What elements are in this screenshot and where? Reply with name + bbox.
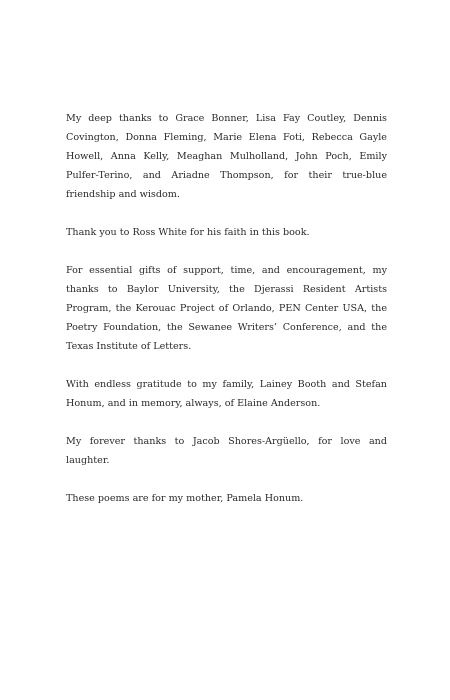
acknowledgment-paragraph-editor: Thank you to Ross White for his faith in this book. — [66, 227, 310, 238]
acknowledgment-paragraph-family: With endless gratitude to my family, Lainey Booth and Stefan Honum, and in memory, always, of Elaine Anderson. — [66, 379, 387, 409]
acknowledgment-paragraph-institutions: For essential gifts of support, time, and encouragement, my thanks to Baylor University, the Djerassi Resident Artists Program, the Kerouac Project of Orlando, PEN Center USA, the Poetry Foundation, the Sewanee Writers’ Conference, and the Texas Institute of Letters. — [66, 265, 387, 352]
acknowledgment-paragraph-partner: My forever thanks to Jacob Shores-Argüello, for love and laughter. — [66, 436, 387, 466]
acknowledgments-text — [66, 109, 387, 527]
acknowledgment-paragraph-friends: My deep thanks to Grace Bonner, Lisa Fay Coutley, Dennis Covington, Donna Fleming, Marie Elena Foti, Rebecca Gayle Howell, Anna Kelly, Meaghan Mulholland, John Poch, Emily Pulfer-Terino, and Ariadne Thompson, for their true-blue friendship and wisdom. — [66, 113, 387, 200]
acknowledgment-paragraph-dedication: These poems are for my mother, Pamela Honum. — [66, 493, 304, 504]
